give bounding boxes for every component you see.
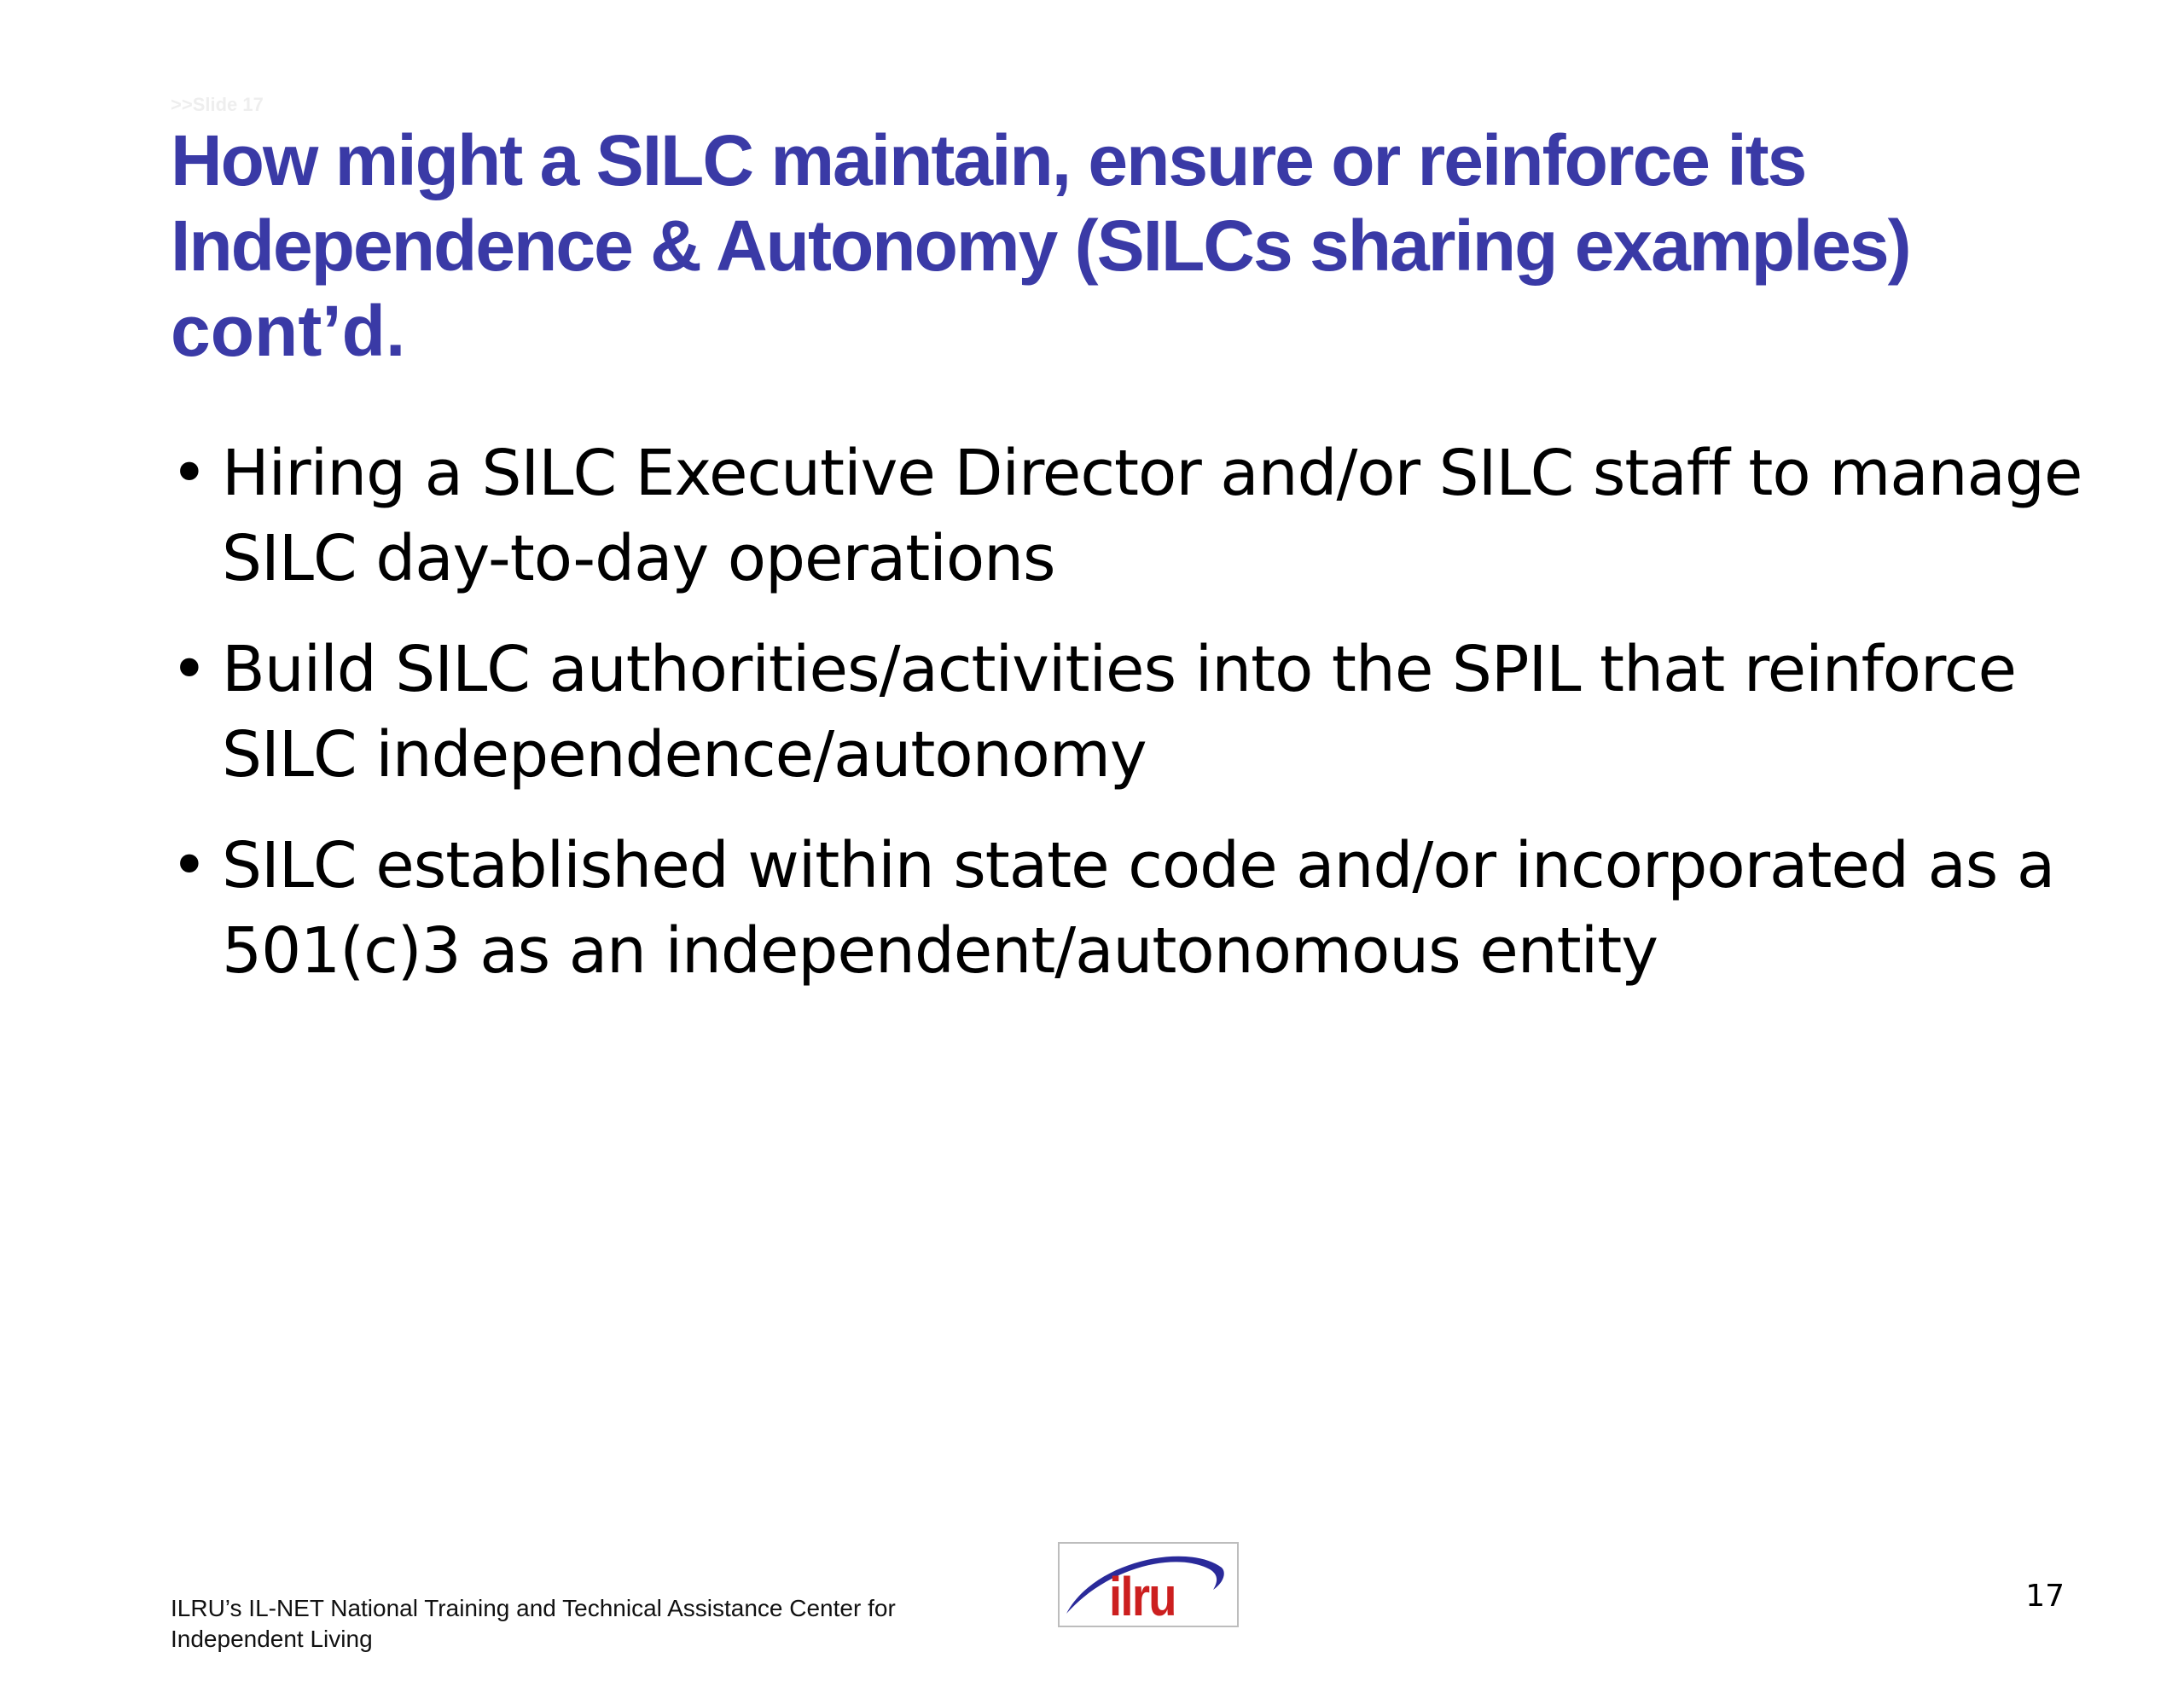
bullet-text: Build SILC authorities/activities into the SPIL that reinforce SILC independence/autonomy — [222, 633, 2016, 791]
page-number: 17 — [2025, 1579, 2065, 1614]
ilru-logo — [1058, 1542, 1239, 1627]
slide-title — [171, 118, 2133, 374]
bullet-list — [171, 431, 2133, 1019]
bullet-text: SILC established within state code and/or incorporated as a 501(c)3 as an independent/autonomous entity — [222, 829, 2055, 988]
slide-marker: >>Slide 17 — [171, 94, 264, 115]
bullet-text: Hiring a SILC Executive Director and/or SILC staff to manage SILC day-to-day operations — [222, 437, 2082, 595]
bullet-item — [171, 627, 2133, 797]
footer-organization: ILRU’s IL-NET National Training and Technical Assistance Center for Independent Living — [171, 1595, 896, 1652]
bullet-dot-icon: • — [171, 633, 207, 706]
bullet-item — [171, 431, 2133, 601]
bullet-item — [171, 823, 2133, 994]
slide-title-main: How might a SILC maintain, ensure or reinforce its Independence & Autonomy (SILCs sharing examples) — [171, 120, 1910, 286]
logo-text: ilru — [1109, 1566, 1176, 1627]
bullet-dot-icon: • — [171, 829, 207, 902]
slide-title-suffix: cont’d. — [171, 291, 406, 371]
bullet-dot-icon: • — [171, 437, 207, 510]
